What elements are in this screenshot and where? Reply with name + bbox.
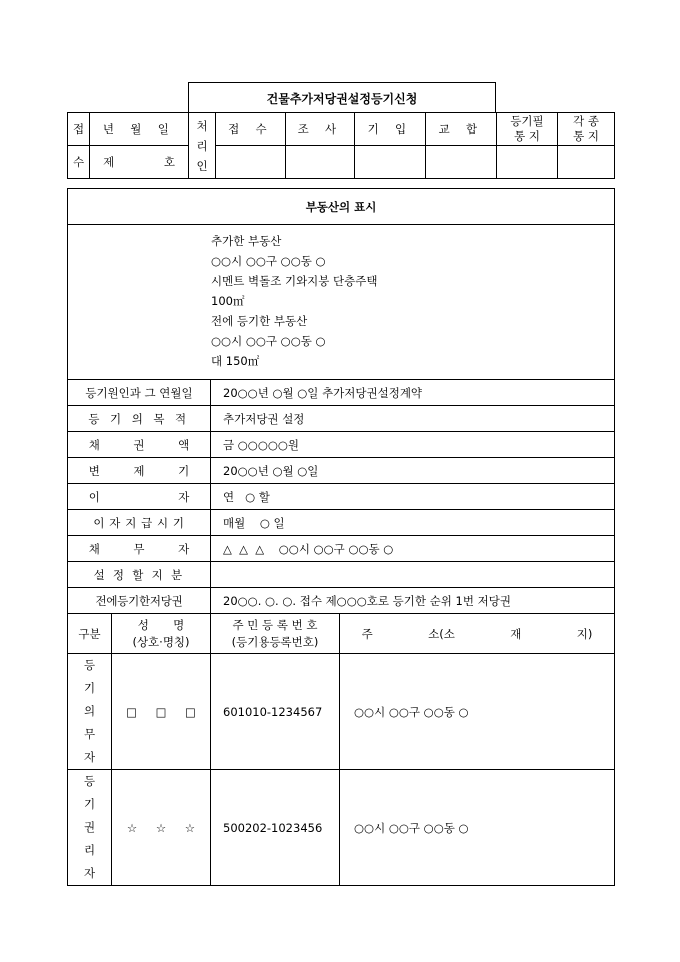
date-label: 년 월 일 <box>90 113 189 146</box>
due-date-value[interactable]: 20○○년 ○월 ○일 <box>211 458 615 484</box>
holder-address[interactable]: ○○시 ○○구 ○○동 ○ <box>340 770 615 886</box>
claim-amount-value[interactable]: 금 ○○○○○원 <box>211 432 615 458</box>
form-title: 건물추가저당권설정등기신청 <box>189 83 496 114</box>
step-receive-field[interactable] <box>216 146 286 179</box>
prior-mortgage-label: 전에등기한저당권 <box>68 588 211 614</box>
property-table <box>67 188 615 886</box>
property-line: ○○시 ○○구 ○○동 ○ <box>211 254 326 268</box>
property-line: 추가한 부동산 <box>211 234 282 248</box>
id-header-line2: (등기용등록번호) <box>231 634 319 649</box>
processing-label: 처 리 인 <box>189 113 216 179</box>
debtor-value[interactable]: △ △ △ ○○시 ○○구 ○○동 ○ <box>211 536 615 562</box>
id-header <box>211 614 340 654</box>
cause-label: 등기원인과 그 연월일 <box>68 380 211 406</box>
step-entry: 기 입 <box>355 113 426 146</box>
various-notice-field[interactable] <box>558 146 615 179</box>
reception-table <box>67 112 615 179</box>
step-entry-field[interactable] <box>355 146 426 179</box>
role-char: 등 <box>83 658 96 672</box>
party-type-header: 구분 <box>68 614 112 654</box>
obligor-role <box>68 654 112 770</box>
reception-label-bottom: 수 <box>68 146 90 179</box>
holder-role <box>68 770 112 886</box>
property-line: 100㎡ <box>211 294 245 308</box>
role-char: 자 <box>83 750 96 764</box>
various-notice: 각 종 통 지 <box>558 113 615 146</box>
name-header-line2: (상호·명칭) <box>132 634 190 649</box>
name-header-line1: 성 명 <box>137 617 185 632</box>
role-char: 권 <box>83 820 96 834</box>
interest-value[interactable]: 연 ○ 할 <box>211 484 615 510</box>
holder-id[interactable]: 500202-1023456 <box>211 770 340 886</box>
step-collate-field[interactable] <box>426 146 497 179</box>
share-value[interactable] <box>211 562 615 588</box>
purpose-value[interactable]: 추가저당권 설정 <box>211 406 615 432</box>
property-header: 부동산의 표시 <box>68 189 615 225</box>
obligor-address[interactable]: ○○시 ○○구 ○○동 ○ <box>340 654 615 770</box>
role-char: 기 <box>83 797 96 811</box>
role-char: 의 <box>83 704 96 718</box>
address-header: 주 소(소 재 지) <box>340 614 615 654</box>
property-description <box>68 225 615 380</box>
role-char: 등 <box>83 774 96 788</box>
obligor-name[interactable]: □ □ □ <box>112 654 211 770</box>
completion-notice-field[interactable] <box>497 146 558 179</box>
holder-name[interactable]: ☆ ☆ ☆ <box>112 770 211 886</box>
id-header-line1: 주 민 등 록 번 호 <box>232 617 318 632</box>
step-collate: 교 합 <box>426 113 497 146</box>
form-title-box <box>188 82 496 113</box>
number-label: 제 호 <box>90 146 189 179</box>
role-char: 자 <box>83 866 96 880</box>
cause-value[interactable]: 20○○년 ○월 ○일 추가저당권설정계약 <box>211 380 615 406</box>
claim-amount-label: 채 권 액 <box>68 432 211 458</box>
property-line: 전에 등기한 부동산 <box>211 314 308 328</box>
property-line: 시멘트 벽돌조 기와지붕 단층주택 <box>211 274 378 288</box>
interest-payment-value[interactable]: 매월 ○ 일 <box>211 510 615 536</box>
purpose-label: 등 기 의 목 적 <box>68 406 211 432</box>
prior-mortgage-value[interactable]: 20○○. ○. ○. 접수 제○○○호로 등기한 순위 1번 저당권 <box>211 588 615 614</box>
share-label: 설 정 할 지 분 <box>68 562 211 588</box>
step-examine-field[interactable] <box>286 146 355 179</box>
reception-label-top: 접 <box>68 113 90 146</box>
completion-notice: 등기필 통 지 <box>497 113 558 146</box>
interest-label: 이 자 <box>68 484 211 510</box>
property-line: 대 150㎡ <box>211 354 260 368</box>
role-char: 기 <box>83 681 96 695</box>
role-char: 무 <box>83 727 96 741</box>
step-examine: 조 사 <box>286 113 355 146</box>
debtor-label: 채 무 자 <box>68 536 211 562</box>
role-char: 리 <box>83 843 96 857</box>
step-receive: 접 수 <box>216 113 286 146</box>
due-date-label: 변 제 기 <box>68 458 211 484</box>
obligor-id[interactable]: 601010-1234567 <box>211 654 340 770</box>
property-line: ○○시 ○○구 ○○동 ○ <box>211 334 326 348</box>
name-header <box>112 614 211 654</box>
interest-payment-label: 이 자 지 급 시 기 <box>68 510 211 536</box>
